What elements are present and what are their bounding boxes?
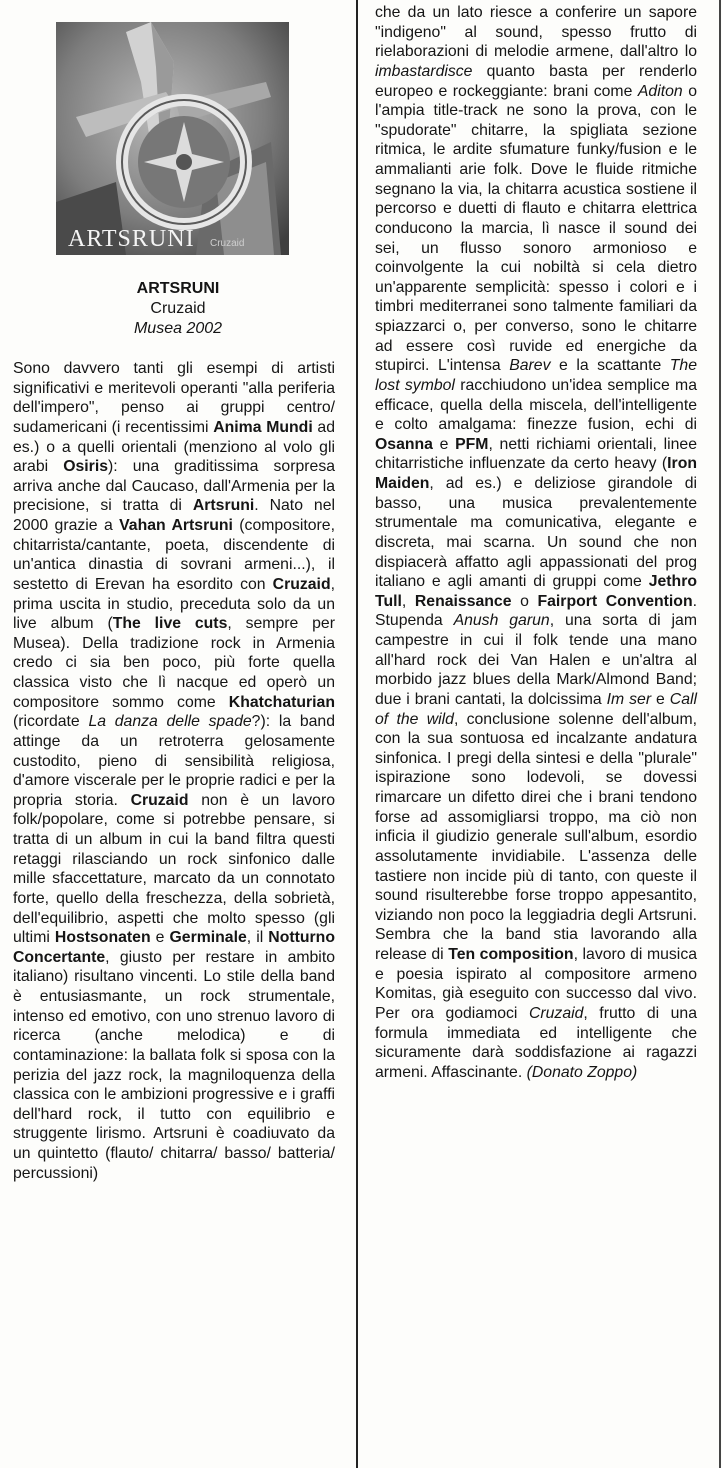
bold-name: Vahan Artsruni	[119, 517, 233, 534]
italic-title: Call of the wild	[375, 690, 697, 728]
text-run: , lavoro di musica e poesia ispirato al compositore armeno Komitas, già eseguito con successo dal vivo. Per ora godiamoci	[375, 946, 697, 1022]
bold-name: Cruzaid	[272, 575, 331, 593]
text-run: (ricordate	[13, 713, 89, 731]
cover-subtitle: Cruzaid	[210, 238, 245, 249]
text-run: (compositore, chitarrista/cantante, poeta, discendente di un'antica dinastia di sovrani armeni...), il sestetto di Erevan ha esordito con	[13, 517, 335, 593]
bold-name: Osiris	[63, 458, 109, 476]
text-run: o l'ampia title-track ne sono la prova, con le "spudorate" chitarre, la spigliata sezione ritmica, le ardite sfumature funky/fusion e le ammalianti arie folk. Dove le fluide ritmiche segnano la via, la chitarra acustica sostiene il percorso e duetti di flauto e chitarra elettrica conducono la marcia, lì nasce il sound dei sei, un flusso sonoro armonioso e coinvolgente la cui nobiltà si cela dietro un'apparente semplicità: spesso i colori e i timbri mediterranei sono talmente familiari da spiazzarci o, per converso, sono le chitarre ad essere così ruvide ed energiche da stupirci. L'intensa	[375, 82, 697, 375]
text-run: , netti richiami orientali, linee chitarristiche influenzate da certo heavy (	[375, 435, 697, 473]
cover-logo: ARTSRUNI	[68, 226, 195, 252]
italic-title: Im ser	[606, 690, 652, 708]
album-cover	[56, 22, 289, 255]
bold-name: Ten composition	[448, 946, 574, 963]
text-run: che da un lato riesce a conferire un sapore "indigeno" al sound, spesso frutto di rielaborazioni di melodie armene, dall'altro lo	[375, 4, 697, 61]
italic-title: La danza delle spade	[88, 713, 252, 731]
text-run: e la scattante	[550, 357, 670, 375]
bottom-blank	[358, 1432, 719, 1468]
italic-title: Aditon	[637, 82, 683, 100]
label-year: Musea 2002	[133, 320, 223, 337]
bold-name: Fairport Convention	[537, 592, 693, 610]
text-run: ?): la band attinge da un retroterra gelosamente custodito, pieno di sensibilità religiosa, d'amore viscerale per le proprie radici e per la propria storia.	[13, 713, 335, 809]
italic-title: Cruzaid	[528, 1004, 584, 1022]
bold-name: Hostsonaten	[54, 929, 151, 947]
bold-name: Iron Maiden	[375, 455, 697, 492]
album-title: Cruzaid	[150, 300, 206, 317]
bold-name: Notturno Concertante	[13, 929, 335, 966]
text-run: , una sorta di jam campestre in cui il folk tende una mano all'hard rock dei Van Halen e un'altra al morbido jazz blues della Mark/Almond Band; due i brani cantati, la dolcissima	[375, 612, 697, 708]
italic-title: The lost symbol	[375, 357, 697, 394]
bold-name: PFM	[455, 435, 489, 453]
bold-name: Germinale	[169, 929, 247, 947]
text-run: ): una graditissima sorpresa arriva anche dal Caucaso, dall'Armenia per la precisione, si tratta di	[13, 458, 335, 515]
text-run: e	[651, 690, 670, 708]
bold-name: Khatchaturian	[228, 693, 335, 711]
text-run: , conclusione solenne dell'album, con la sua sontuosa ed incalzante andatura sinfonica. I pregi della sintesi e della "plurale" ispirazione sono lodevoli, se dovessi rimarcare un difetto direi che i brani tendono forse ad assomigliarsi troppo, ma ciò non inficia il giudizio generale sull'album, esordio assolutamente invidiabile. L'assenza delle tastiere non incide più di tanto, con queste il sound risulterebbe forse troppo appesantito, viziando non poco la leggiadria degli Artsruni. Sembra che la band stia lavorando alla release di	[375, 710, 697, 963]
text-run: ad es.) o a quelli orientali (menziono al volo gli arabi	[13, 418, 335, 476]
text-run: Sono davvero tanti gli esempi di artisti significativi e meritevoli operanti "alla periferia dell'impero", penso ai gruppi centro/ sudamericani (i recentissimi	[13, 360, 335, 436]
italic-title: (Donato Zoppo)	[526, 1063, 638, 1081]
bold-name: Cruzaid	[130, 791, 189, 809]
page-border-right	[719, 0, 721, 1468]
text-run: . Nato nel 2000 grazie a	[13, 497, 335, 534]
review-text-right	[375, 3, 697, 1082]
italic-title: imbastardisce	[375, 62, 473, 80]
bold-name: Jethro Tull	[375, 573, 697, 610]
text-run: , prima uscita in studio, preceduta solo da un live album (	[13, 575, 335, 633]
italic-title: Anush garun	[453, 612, 550, 630]
bold-name: Osanna	[375, 435, 433, 453]
italic-title: Barev	[509, 357, 551, 375]
text-run: , il	[246, 929, 269, 947]
text-run: racchiudono un'idea semplice ma efficace, quella della miscela, dell'intelligente e colto amalgama: finezze fusion, echi di	[375, 376, 697, 434]
text-run: , sempre per Musea). Della tradizione rock in Armenia credo ci sia ben poco, più forte quella classica visto che lì nacque ed operò un compositore sommo come	[13, 615, 335, 711]
bold-name: The live cuts	[112, 615, 228, 633]
text-run: ,	[401, 592, 415, 610]
text-run: , frutto di una formula immediata ed intelligente che sicuramente darà soddisfazione ai ragazzi armeni. Affascinante.	[375, 1004, 697, 1081]
text-run: , ad es.) e deliziose girandole di basso, una musica prevalentemente strumentale ma comunicativa, elegante e discreta, mai scarna. Un sound che non dispiacerà affatto agli appassionati del prog italiano e agli amanti di gruppi come	[375, 475, 697, 591]
column-divider	[356, 0, 358, 1468]
text-run: e	[150, 929, 170, 947]
bold-name: Artsruni	[192, 497, 255, 515]
artist-name: ARTSRUNI	[136, 280, 220, 297]
text-run: non è un lavoro folk/popolare, come si potrebbe pensare, si tratta di un album in cui la band filtra questi retaggi rilasciando un rock sinfonico dalle mille sfaccettature, marcato da un connotato forte, quello della freschezza, della sobrietà, dell'equilibrio, aspetti che molto spesso (gli ultimi	[13, 791, 336, 947]
album-cover-art	[56, 22, 289, 255]
text-run: quanto basta per renderlo europeo e rockeggiante: brani come	[375, 62, 697, 100]
bold-name: Renaissance	[414, 592, 512, 610]
review-text-left	[13, 359, 335, 1183]
text-run: . Stupenda	[375, 592, 697, 630]
bold-name: Anima Mundi	[213, 418, 313, 436]
text-run: o	[511, 592, 538, 610]
review-column-left	[13, 359, 335, 1183]
review-column-right	[375, 3, 697, 1082]
text-run: , giusto per restare in ambito italiano) risultano vincenti. Lo stile della band è entusiasmante, un rock strumentale, intenso ed emotivo, con uno strenuo lavoro di ricerca (anche melodica) e di contaminazione: la ballata folk si sposa con la perizia del jazz rock, la magniloquenza della classica con le ambizioni progressive e i graffi dell'hard rock, il tutto con equilibrio e struggente lirismo. Artsruni è coadiuvato da un quintetto (flauto/ chitarra/ basso/ batteria/ percussioni)	[13, 948, 335, 1182]
text-run: e	[432, 435, 456, 453]
